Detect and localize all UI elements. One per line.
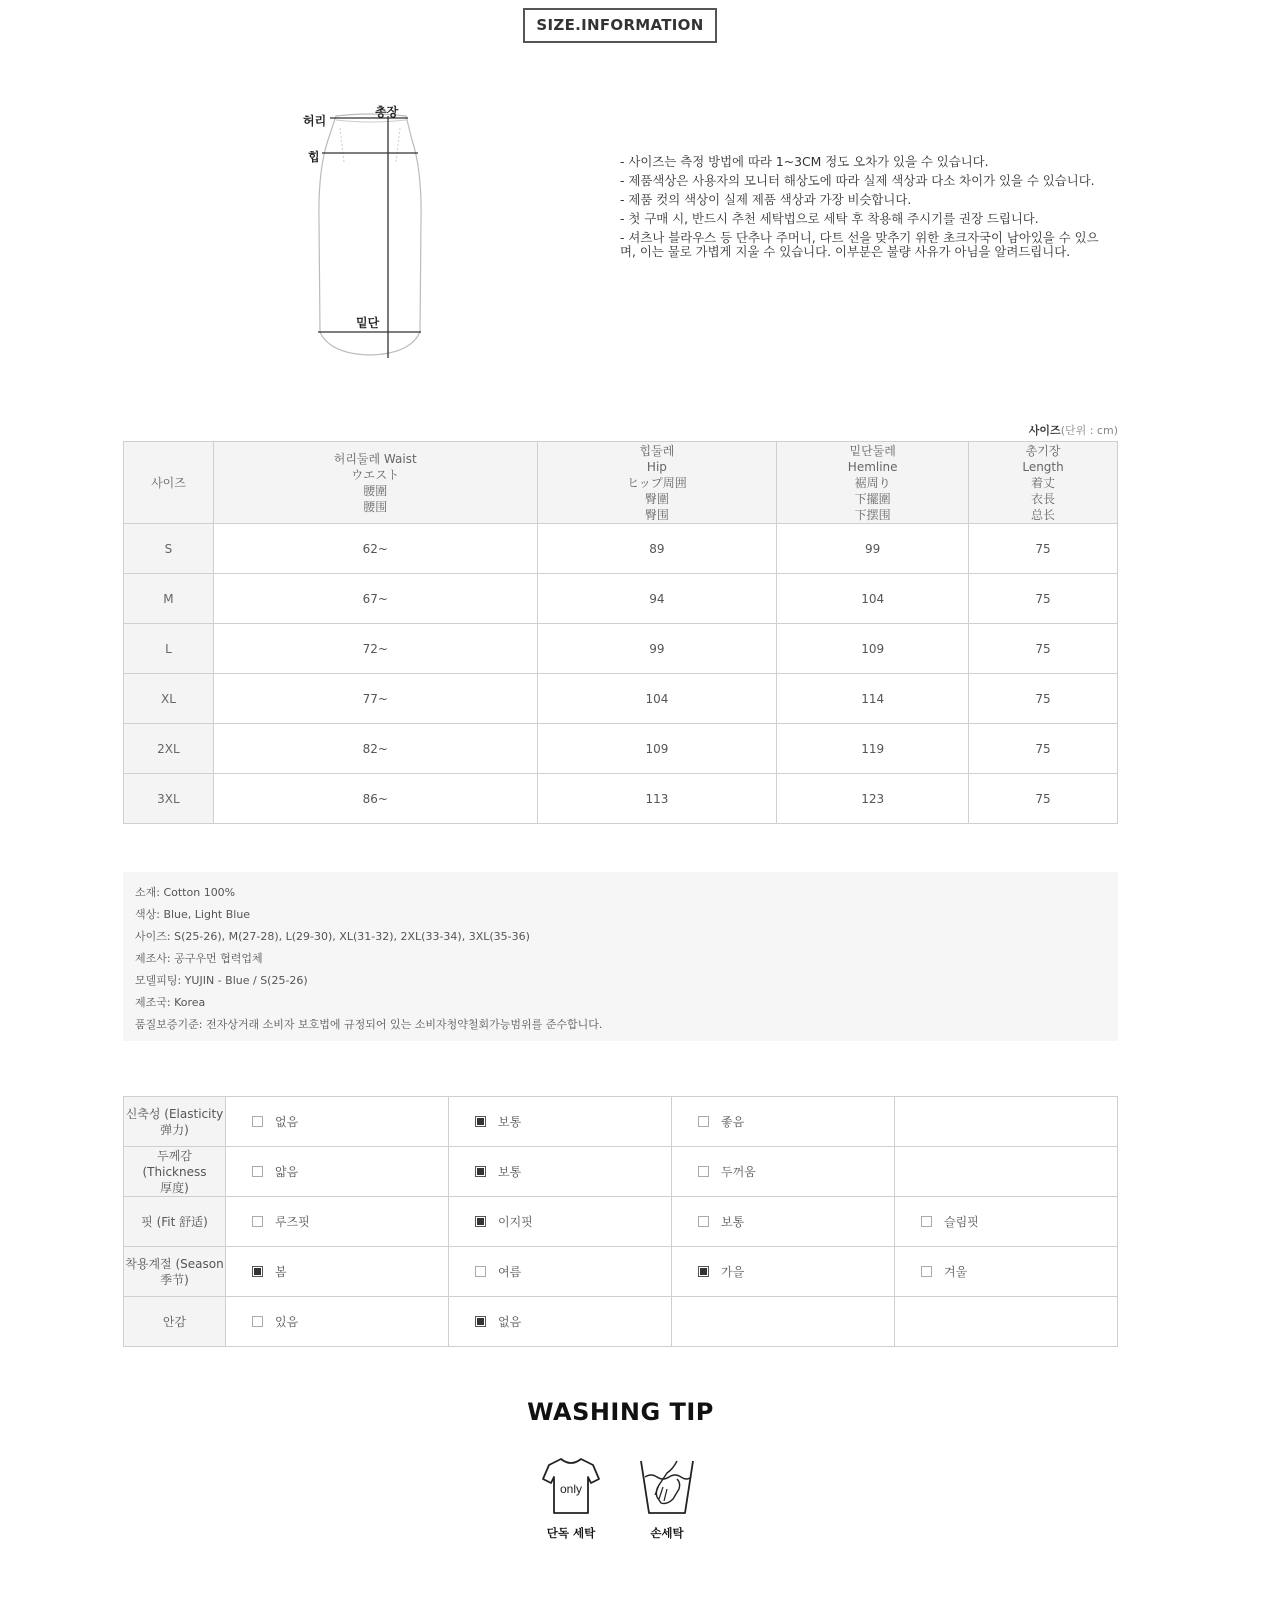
spec-quality-guarantee: 품질보증기준: 전자상거래 소비자 보호법에 규정되어 있는 소비자청약철회가능범위를 준수합니다. xyxy=(135,1018,603,1031)
hip-cell: 113 xyxy=(537,774,777,824)
waist-column-header xyxy=(213,442,537,524)
option-label: 이지핏 xyxy=(498,1215,533,1229)
skirt-measurement-diagram xyxy=(300,100,440,370)
checkbox-checked-icon xyxy=(475,1316,486,1327)
size-cell: M xyxy=(124,574,214,624)
checkbox-icon xyxy=(252,1116,263,1127)
length-column-header xyxy=(969,442,1118,524)
length-cell: 75 xyxy=(969,774,1118,824)
option-cell xyxy=(449,1097,672,1147)
length-cell: 75 xyxy=(969,674,1118,724)
option-cell xyxy=(672,1097,895,1147)
tshirt-only-icon xyxy=(541,1455,601,1517)
checkbox-icon xyxy=(698,1116,709,1127)
checkbox-icon xyxy=(252,1166,263,1177)
total-length-label: 총장 xyxy=(375,105,399,119)
size-table xyxy=(123,441,1118,824)
table-row xyxy=(124,724,1118,774)
hem-cell: 109 xyxy=(777,624,969,674)
header-line: 腰围 xyxy=(363,499,388,514)
attribute-label xyxy=(124,1097,226,1147)
option-label: 가을 xyxy=(721,1265,745,1279)
checkbox-icon xyxy=(252,1316,263,1327)
size-cell: S xyxy=(124,524,214,574)
waist-cell: 77~ xyxy=(213,674,537,724)
product-spec-box xyxy=(123,872,1118,1041)
header-line: 허리둘레 Waist xyxy=(333,451,417,466)
waist-cell: 62~ xyxy=(213,524,537,574)
hip-label: 힙 xyxy=(308,150,320,164)
icon-only-text: only xyxy=(559,1482,583,1496)
attribute-row-lining xyxy=(124,1297,1118,1347)
waist-cell: 67~ xyxy=(213,574,537,624)
table-row xyxy=(124,624,1118,674)
label-line: 핏 (Fit 舒适) xyxy=(141,1214,208,1229)
option-cell xyxy=(449,1147,672,1197)
label-line: 안감 xyxy=(162,1314,187,1329)
option-cell xyxy=(226,1297,449,1347)
unit-size-text: 사이즈 xyxy=(1028,424,1061,437)
label-line: 신축성 (Elasticity xyxy=(125,1106,224,1121)
size-cell: 3XL xyxy=(124,774,214,824)
checkbox-checked-icon xyxy=(475,1116,486,1127)
label-line: 두께감 (Thickness xyxy=(142,1148,207,1179)
header-line: Length xyxy=(1022,459,1064,474)
spec-model-fitting: 모델피팅: YUJIN - Blue / S(25-26) xyxy=(135,974,308,987)
option-cell xyxy=(449,1197,672,1247)
washing-tip-title: WASHING TIP xyxy=(527,1398,714,1426)
option-label: 봄 xyxy=(275,1265,287,1279)
checkbox-icon xyxy=(698,1166,709,1177)
option-label: 보통 xyxy=(498,1115,522,1129)
option-cell xyxy=(672,1147,895,1197)
hip-cell: 94 xyxy=(537,574,777,624)
size-column-header: 사이즈 xyxy=(124,442,214,524)
product-attribute-table xyxy=(123,1096,1118,1347)
attribute-label xyxy=(124,1147,226,1197)
checkbox-checked-icon xyxy=(252,1266,263,1277)
size-cell: XL xyxy=(124,674,214,724)
header-line: Hip xyxy=(646,459,667,474)
wash-label: 단독 세탁 xyxy=(546,1526,596,1540)
header-line: 총기장 xyxy=(1025,443,1061,458)
hem-cell: 119 xyxy=(777,724,969,774)
spec-material: 소재: Cotton 100% xyxy=(135,886,236,899)
unit-label xyxy=(1000,422,1118,438)
option-label: 여름 xyxy=(498,1265,522,1279)
attribute-row-elasticity xyxy=(124,1097,1118,1147)
hem-cell: 114 xyxy=(777,674,969,724)
option-cell xyxy=(895,1197,1118,1247)
checkbox-icon xyxy=(252,1216,263,1227)
hip-cell: 104 xyxy=(537,674,777,724)
hand-wash-icon xyxy=(637,1455,697,1517)
attribute-label xyxy=(124,1197,226,1247)
wash-item-handwash xyxy=(627,1455,707,1541)
header-line: 힙둘레 xyxy=(639,443,675,458)
label-line: 弹力) xyxy=(160,1122,189,1137)
checkbox-checked-icon xyxy=(698,1266,709,1277)
hip-column-header xyxy=(537,442,777,524)
option-cell-empty xyxy=(895,1147,1118,1197)
hip-cell: 89 xyxy=(537,524,777,574)
waist-cell: 82~ xyxy=(213,724,537,774)
spec-origin: 제조국: Korea xyxy=(135,996,206,1009)
unit-value-text: (단위 : cm) xyxy=(1060,424,1118,437)
hem-cell: 104 xyxy=(777,574,969,624)
header-line: 衣長 xyxy=(1031,491,1056,506)
option-label: 두꺼움 xyxy=(721,1165,756,1179)
option-label: 없음 xyxy=(498,1315,522,1329)
attribute-row-fit xyxy=(124,1197,1118,1247)
option-label: 겨울 xyxy=(944,1265,968,1279)
hem-cell: 123 xyxy=(777,774,969,824)
header-line: 下擺圍 xyxy=(854,491,891,506)
option-label: 좋음 xyxy=(721,1115,745,1129)
checkbox-icon xyxy=(921,1216,932,1227)
option-cell-empty xyxy=(895,1097,1118,1147)
note-line: - 첫 구매 시, 반드시 추천 세탁법으로 세탁 후 착용해 주시기를 권장 드립니다. xyxy=(620,211,1039,226)
header-line: 臀圍 xyxy=(644,491,669,506)
table-row xyxy=(124,674,1118,724)
checkbox-icon xyxy=(698,1216,709,1227)
hem-cell: 99 xyxy=(777,524,969,574)
header-line: Hemline xyxy=(847,459,898,474)
spec-sizes: 사이즈: S(25-26), M(27-28), L(29-30), XL(31-32), 2XL(33-34), 3XL(35-36) xyxy=(135,930,530,943)
header-line: 着丈 xyxy=(1031,475,1056,490)
spec-manufacturer: 제조사: 공구우먼 협력업체 xyxy=(135,952,263,965)
option-label: 없음 xyxy=(275,1115,299,1129)
option-label: 슬림핏 xyxy=(944,1215,979,1229)
option-cell xyxy=(672,1197,895,1247)
header-line: 下摆围 xyxy=(854,507,891,522)
waist-cell: 72~ xyxy=(213,624,537,674)
length-cell: 75 xyxy=(969,624,1118,674)
option-cell xyxy=(226,1097,449,1147)
checkbox-checked-icon xyxy=(475,1166,486,1177)
checkbox-icon xyxy=(921,1266,932,1277)
option-cell xyxy=(895,1247,1118,1297)
wash-item-solo xyxy=(531,1455,611,1541)
option-label: 루즈핏 xyxy=(275,1215,310,1229)
size-information-title: SIZE.INFORMATION xyxy=(523,8,717,43)
size-table-header xyxy=(124,442,1118,524)
option-label: 있음 xyxy=(275,1315,299,1329)
checkbox-icon xyxy=(475,1266,486,1277)
waist-cell: 86~ xyxy=(213,774,537,824)
option-cell xyxy=(226,1247,449,1297)
spec-color: 색상: Blue, Light Blue xyxy=(135,908,251,921)
note-line: - 제품색상은 사용자의 모니터 해상도에 따라 실제 색상과 다소 차이가 있을 수 있습니다. xyxy=(620,173,1095,188)
wash-label: 손세탁 xyxy=(650,1526,684,1540)
size-cell: L xyxy=(124,624,214,674)
header-line: 腰圍 xyxy=(363,483,388,498)
size-cell: 2XL xyxy=(124,724,214,774)
option-cell xyxy=(672,1247,895,1297)
size-notes xyxy=(620,152,1100,259)
option-cell xyxy=(449,1297,672,1347)
header-line: 裾周り xyxy=(854,475,891,490)
header-line: 臀围 xyxy=(644,507,669,522)
label-line: 착용계절 (Season xyxy=(125,1256,224,1271)
note-line: - 제품 컷의 색상이 실제 제품 색상과 가장 비슷합니다. xyxy=(620,192,912,207)
header-line: 밑단둘레 xyxy=(849,443,896,458)
attribute-row-thickness xyxy=(124,1147,1118,1197)
header-line: ウエスト xyxy=(351,467,400,482)
table-row xyxy=(124,574,1118,624)
length-cell: 75 xyxy=(969,574,1118,624)
attribute-row-season xyxy=(124,1247,1118,1297)
length-cell: 75 xyxy=(969,524,1118,574)
note-line: - 셔츠나 블라우스 등 단추나 주머니, 다트 선을 맞추기 위한 초크자국이 남아있을 수 있으며, 이는 물로 가볍게 지울 수 있습니다. 이부분은 불량 사유가 아님을 알려드립니다. xyxy=(620,230,1099,259)
label-line: 厚度) xyxy=(160,1180,189,1195)
note-line: - 사이즈는 측정 방법에 따라 1~3CM 정도 오차가 있을 수 있습니다. xyxy=(620,154,989,169)
checkbox-checked-icon xyxy=(475,1216,486,1227)
option-cell-empty xyxy=(672,1297,895,1347)
option-cell xyxy=(226,1197,449,1247)
option-cell xyxy=(449,1247,672,1297)
option-label: 얇음 xyxy=(275,1165,299,1179)
table-row xyxy=(124,524,1118,574)
option-cell xyxy=(226,1147,449,1197)
label-line: 季节) xyxy=(160,1272,189,1287)
hip-cell: 109 xyxy=(537,724,777,774)
header-line: ヒップ周囲 xyxy=(627,475,687,490)
attribute-label xyxy=(124,1297,226,1347)
table-row xyxy=(124,774,1118,824)
hem-label: 밑단 xyxy=(356,316,380,330)
option-cell-empty xyxy=(895,1297,1118,1347)
attribute-label xyxy=(124,1247,226,1297)
option-label: 보통 xyxy=(498,1165,522,1179)
hem-column-header xyxy=(777,442,969,524)
hip-cell: 99 xyxy=(537,624,777,674)
header-line: 总长 xyxy=(1031,507,1056,522)
length-cell: 75 xyxy=(969,724,1118,774)
option-label: 보통 xyxy=(721,1215,745,1229)
waist-label: 허리 xyxy=(303,114,327,128)
